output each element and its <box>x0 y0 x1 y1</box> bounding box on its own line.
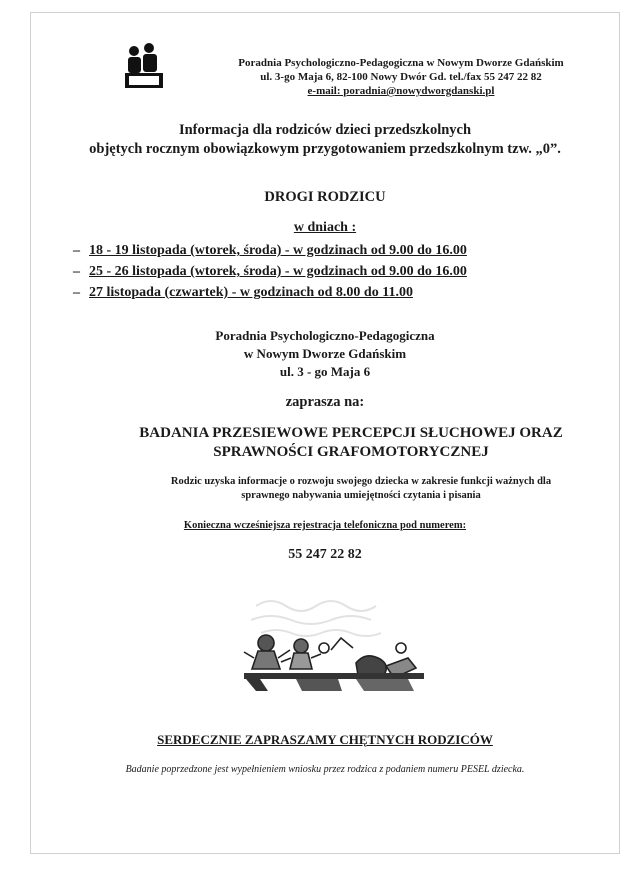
date-item-text: 25 - 26 listopada (wtorek, środa) - w godzinach od 9.00 do 16.00 <box>89 264 467 279</box>
greeting: DROGI RODZICU <box>264 189 386 205</box>
registration-phone: 55 247 22 82 <box>288 547 362 562</box>
footnote: Badanie poprzedzone jest wypełnieniem wniosku przez rodzica z podaniem numeru PESEL dziecka. <box>125 764 525 775</box>
info-line-1: Rodzic uzyska informacje o rozwoju swojego dziecka w zakresie funkcji ważnych dla <box>170 476 552 487</box>
registration-label: Konieczna wcześniejsza rejestracja telefoniczna pod numerem: <box>183 520 467 531</box>
invite-text: zaprasza na: <box>285 394 365 410</box>
header-email[interactable]: e-mail: poradnia@nowydworgdanski.pl <box>307 85 495 97</box>
date-item <box>73 263 467 281</box>
date-item-text: 27 listopada (czwartek) - w godzinach od 8.00 do 11.00 <box>89 285 413 300</box>
dash-bullet: – <box>73 243 80 258</box>
date-item-text: 18 - 19 listopada (wtorek, środa) - w godzinach od 9.00 do 16.00 <box>89 243 467 258</box>
date-item <box>73 242 467 260</box>
dash-bullet: – <box>73 285 80 300</box>
date-item <box>73 284 413 302</box>
closing-text: SERDECZNIE ZAPRASZAMY CHĘTNYCH RODZICÓW <box>157 732 493 747</box>
dates-label: w dniach : <box>293 220 357 235</box>
event-line-1: BADANIA PRZESIEWOWE PERCEPCJI SŁUCHOWEJ ORAZ <box>139 425 563 441</box>
family-logo-icon <box>123 43 167 89</box>
children-playing-illustration <box>236 588 431 693</box>
title-line-2: objętych rocznym obowiązkowym przygotowaniem przedszkolnym tzw. „0”. <box>89 141 561 157</box>
title-line-1: Informacja dla rodziców dzieci przedszkolnych <box>178 122 472 138</box>
institution-line-3: ul. 3 - go Maja 6 <box>279 364 371 379</box>
document-page <box>30 12 620 854</box>
dash-bullet: – <box>73 264 80 279</box>
header-address: ul. 3-go Maja 6, 82-100 Nowy Dwór Gd. tel./fax 55 247 22 82 <box>260 71 542 83</box>
institution-line-2: w Nowym Dworze Gdańskim <box>243 346 407 361</box>
event-line-2: SPRAWNOŚCI GRAFOMOTORYCZNEJ <box>213 444 489 460</box>
institution-line-1: Poradnia Psychologiczno-Pedagogiczna <box>215 328 435 343</box>
info-line-2: sprawnego nabywania umiejętności czytania i pisania <box>241 490 481 501</box>
header-name: Poradnia Psychologiczno-Pedagogiczna w Nowym Dworze Gdańskim <box>238 57 564 69</box>
